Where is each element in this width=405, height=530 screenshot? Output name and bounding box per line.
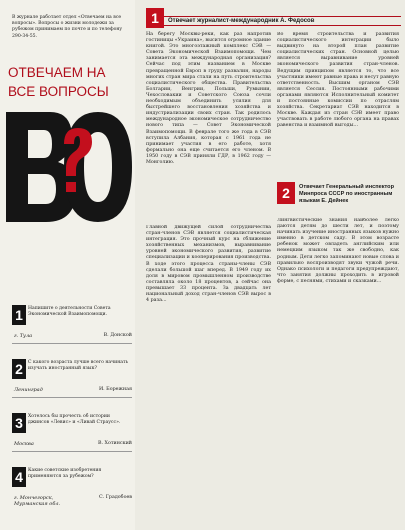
svg-text:3: 3 — [15, 415, 23, 431]
answer-1-column-1: На берегу Москвы-реки, как раз напротив гостиницы «Украина», высится огромное здание книгой. Это многоэтажный комплекс СЭВ — Совета Экономической Взаимопомощи. Чем занимается эта международная организация? Сейчас под этим названием в Москве превращенной Европ в груду развалин, народы многих стран мира стали на путь строительства социалистического общества. Правительства Болгарии, Венгрии, Польши, Румынии, Чехословакии и Советского Союза сочли необходимым объединить усилия для быстрейшего восстановления хозяйства и индустриализации своих стран. Так родилось международное экономическое сотрудничество нового типа — Совет Экономической Взаимопомощи. В феврале того же года в СЭВ вступила Албания, которая с 1961 года не принимает участия в его работе, хотя формально она еще считается его членом. В 1950 году в СЭВ приняли ГДР, в 1962 году — Монголию. — [146, 32, 271, 165]
question-item — [12, 359, 132, 413]
answer-1-column-2: Во время строительства и развития социалистического интеграции было выдвинуто на второй план развитие социалистических стран. Основной целью является выравнивание уровней экономического развития стран-членов. Ведущим принципом является то, что все участники имеют равные права и несут равную ответственность. Высшим органом СЭВ является Сессия. Постоянными рабочими органами являются Исполнительный комитет и постоянные комиссии по отраслям хозяйства. Секретариат СЭВ находится в Москве. Каждая из стран СЭВ имеет право участвовать в работе любого органа на правах равенства и взаимной выгоды... — [277, 32, 399, 129]
divider — [12, 397, 132, 398]
number-3-icon — [12, 413, 26, 433]
question-item — [12, 413, 132, 467]
number-1-icon — [12, 305, 26, 325]
answer-1-header — [146, 10, 401, 26]
svg-text:1: 1 — [151, 10, 159, 26]
answer-2-header-text: Отвечает Генеральный инспектор Минпроса СССР по иностранным языкам Е. Дейнек — [299, 184, 394, 204]
svg-text:1: 1 — [15, 307, 23, 323]
divider — [12, 451, 132, 452]
answer-1-header-text: Отвечает журналист-международник А. Федосов — [168, 18, 315, 24]
question-author: В. Донской — [103, 333, 132, 338]
left-panel — [0, 0, 135, 530]
divider — [12, 343, 132, 344]
vo-question-logo-icon — [6, 110, 132, 225]
number-4-icon — [12, 467, 26, 487]
number-1-badge-icon — [146, 8, 164, 28]
question-author: С. Градобоев — [99, 495, 132, 500]
question-text: Хотелось бы прочесть об истории джинсов «Левис» и «Ливай Страусс». — [28, 414, 121, 425]
answer-2-header — [277, 182, 399, 212]
svg-text:4: 4 — [15, 469, 23, 485]
question-text: Какие советские изобретения применяются за рубежом? — [28, 468, 102, 479]
answer-2-column: Лингвистические знания наиболее легко даются детям до шести лет, и поэтому начинать изучение иностранных языков нужно именно в детском саду. В этом возрасте ребенок может овладеть английским или немецким языком так же свободно, как родным. Дети легко запоминают новые слова и правильно воспроизводят звуки чужой речи. Однако психологи и педагоги предупреждают, что занятия должны проходить в игровой форме, с песнями, стихами и сказками... — [277, 218, 399, 284]
answer-1-column-3: Главной движущей силой сотрудничества стран-членов СЭВ является социалистическая интеграция. Это прочный курс на сближение хозяйственных механизмов, выравнивание уровней экономического развития, развитие специализации и кооперирования производства. В ходе этого процесса страны-члены СЭВ сделали большой шаг вперед. В 1949 году их доля в мировом промышленном производстве составляла около 18 процентов, а сейчас она превышает 33 процента. За двадцать лет национальный доход стран-членов СЭВ вырос в 4 раза... — [146, 225, 271, 304]
svg-text:2: 2 — [15, 361, 23, 377]
svg-text:2: 2 — [282, 185, 290, 201]
question-text: Напишите о деятельности Совета Экономической Взаимопомощи. — [28, 306, 111, 317]
question-author: И. Борежная — [98, 387, 132, 392]
answers-area — [140, 0, 405, 530]
question-city: Москва — [14, 441, 34, 447]
question-text: С какого возраста лучше всего начинать изучать иностранный язык? — [28, 360, 129, 371]
number-2-icon — [12, 359, 26, 379]
question-city: г. Тула — [14, 333, 33, 339]
question-city: г. Мончегорск, Мурманская обл. — [14, 495, 61, 507]
title-line-1: ОТВЕЧАЕМ НА — [8, 65, 106, 80]
questions-list — [12, 305, 132, 521]
question-author: В. Хотинский — [97, 441, 132, 446]
section-title — [8, 65, 132, 99]
intro-text: В журнале работает отдел «Отвечаем на все вопросы». Вопросы о жизни молодежи за рубежом принимаем по почте и по телефону 290-34-55. — [12, 15, 123, 39]
title-line-2: ВСЕ ВОПРОСЫ — [8, 84, 109, 99]
number-2-badge-icon — [277, 182, 295, 204]
question-item — [12, 467, 132, 521]
question-item — [12, 305, 132, 359]
question-city: Ленинград — [14, 387, 43, 393]
